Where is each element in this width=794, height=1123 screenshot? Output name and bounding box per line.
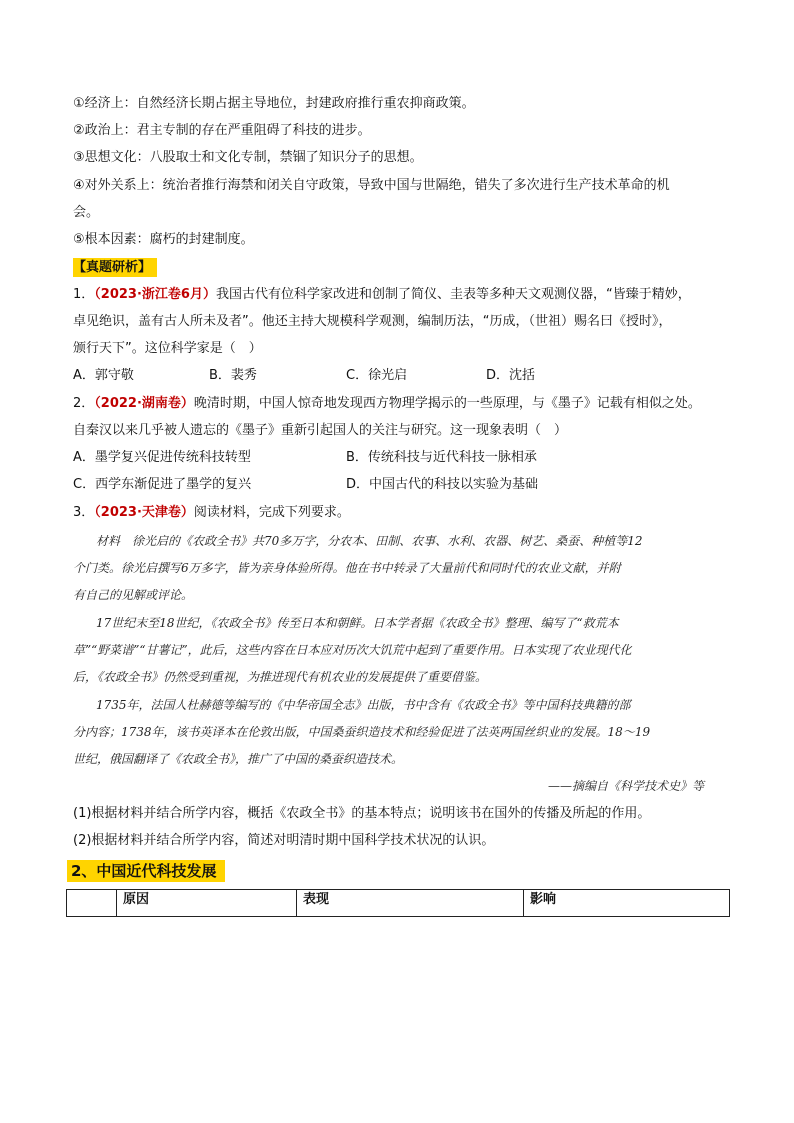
q2-number: 2． [73, 396, 95, 411]
reason-foreign-relations-cont: 会。 [73, 205, 100, 220]
q2-option-a: A．墨学复兴促进传统科技转型 [73, 450, 251, 465]
q2-line2: 自秦汉以来几乎被人遗忘的《墨子》重新引起国人的关注与研究。这一现象表明（ ） [73, 423, 568, 438]
reason-culture: ③思想文化：八股取士和文化专制，禁锢了知识分子的思想。 [73, 150, 423, 165]
table-header-manifestation: 表现 [297, 890, 524, 917]
section-label: 【真题研析】 [73, 260, 152, 275]
q1-option-b: B．裴秀 [209, 368, 257, 383]
q3-citation: ——摘编自《科学技术史》等 [548, 779, 705, 793]
reason-economy: ①经济上：自然经济长期占据主导地位，封建政府推行重农抑商政策。 [73, 96, 475, 111]
q3-material-line: 草”“野菜谱”“甘薯记”，此后，这些内容在日本应对历次大饥荒中起到了重要作用。日本实现了农业现代化 [73, 643, 632, 657]
q3-material-line: 材料 徐光启的《农政全书》共70多万字，分农本、田制、农事、水利、农器、树艺、桑蚕、种植等12 [96, 534, 643, 548]
q1-option-a: A．郭守敬 [73, 368, 134, 383]
q2-text1: 晚清时期，中国人惊奇地发现西方物理学揭示的一些原理，与《墨子》记载有相似之处。 [193, 396, 701, 411]
reason-politics: ②政治上：君主专制的存在严重阻碍了科技的进步。 [73, 123, 371, 138]
q1-number: 1． [73, 287, 95, 302]
q3-material-line: 有自己的见解或评论。 [73, 588, 194, 602]
table-header-row [67, 890, 730, 917]
q3-material-line: 分内容；1738年，该书英译本在伦敦出版，中国桑蚕织造技术和经验促进了法英两国丝织业的发展。18～19 [73, 725, 651, 739]
q3-material-line: 世纪，俄国翻译了《农政全书》，推广了中国的桑蚕织造技术。 [73, 752, 404, 766]
q2-source: （2022·湖南卷） [94, 396, 194, 411]
q3-requirement-2: (2)根据材料并结合所学内容，简述对明清时期中国科学技术状况的认识。 [73, 833, 495, 848]
summary-table [66, 889, 730, 917]
q1-line2: 卓见绝识，盖有古人所未及者”。他还主持大规模科学观测，编制历法，“历成，（世祖）赐名曰《授时》， [73, 314, 672, 329]
q1-option-d: D．沈括 [486, 368, 536, 383]
q3-material-line: 1735年，法国人杜赫德等编写的《中华帝国全志》出版，书中含有《农政全书》等中国科技典籍的部 [96, 698, 631, 712]
q1-option-c: C．徐光启 [346, 368, 408, 383]
q3-requirement-1: (1)根据材料并结合所学内容，概括《农政全书》的基本特点；说明该书在国外的传播及所起的作用。 [73, 806, 651, 821]
section2-title: 2、中国近代科技发展 [71, 862, 217, 880]
q3-material-line: 17世纪末至18世纪，《农政全书》传至日本和朝鲜。日本学者据《农政全书》整理、编写了“救荒本 [96, 616, 619, 630]
reason-root-cause: ⑤根本因素：腐朽的封建制度。 [73, 232, 254, 247]
q1-line1 [73, 286, 691, 304]
q1-text1: 我国古代有位科学家改进和创制了简仪、圭表等多种天文观测仪器，“皆臻于精妙， [215, 287, 691, 302]
q1-source: （2023·浙江卷6月） [94, 287, 216, 302]
q3-source: （2023·天津卷） [94, 505, 194, 520]
q1-line3: 颁行天下”。这位科学家是（ ） [73, 341, 262, 356]
table-header-reason: 原因 [117, 890, 297, 917]
q3-material-line: 个门类。徐光启撰写6万多字，皆为亲身体验所得。他在书中转录了大量前代和同时代的农业文献，并附 [73, 561, 621, 575]
q2-line1 [73, 395, 701, 413]
q2-option-c: C．西学东渐促进了墨学的复兴 [73, 477, 252, 492]
q3-material-line: 后，《农政全书》仍然受到重视，为推进现代有机农业的发展提供了重要借鉴。 [73, 670, 488, 684]
table-header-blank [67, 890, 117, 917]
table-header-impact: 影响 [524, 890, 730, 917]
q3-line1 [73, 504, 350, 522]
q2-option-b: B．传统科技与近代科技一脉相承 [346, 450, 537, 465]
reason-foreign-relations: ④对外关系上：统治者推行海禁和闭关自守政策，导致中国与世隔绝，错失了多次进行生产技术革命的机 [73, 178, 670, 193]
q3-text1: 阅读材料，完成下列要求。 [193, 505, 350, 520]
q2-option-d: D．中国古代的科技以实验为基础 [346, 477, 539, 492]
q3-number: 3． [73, 505, 95, 520]
